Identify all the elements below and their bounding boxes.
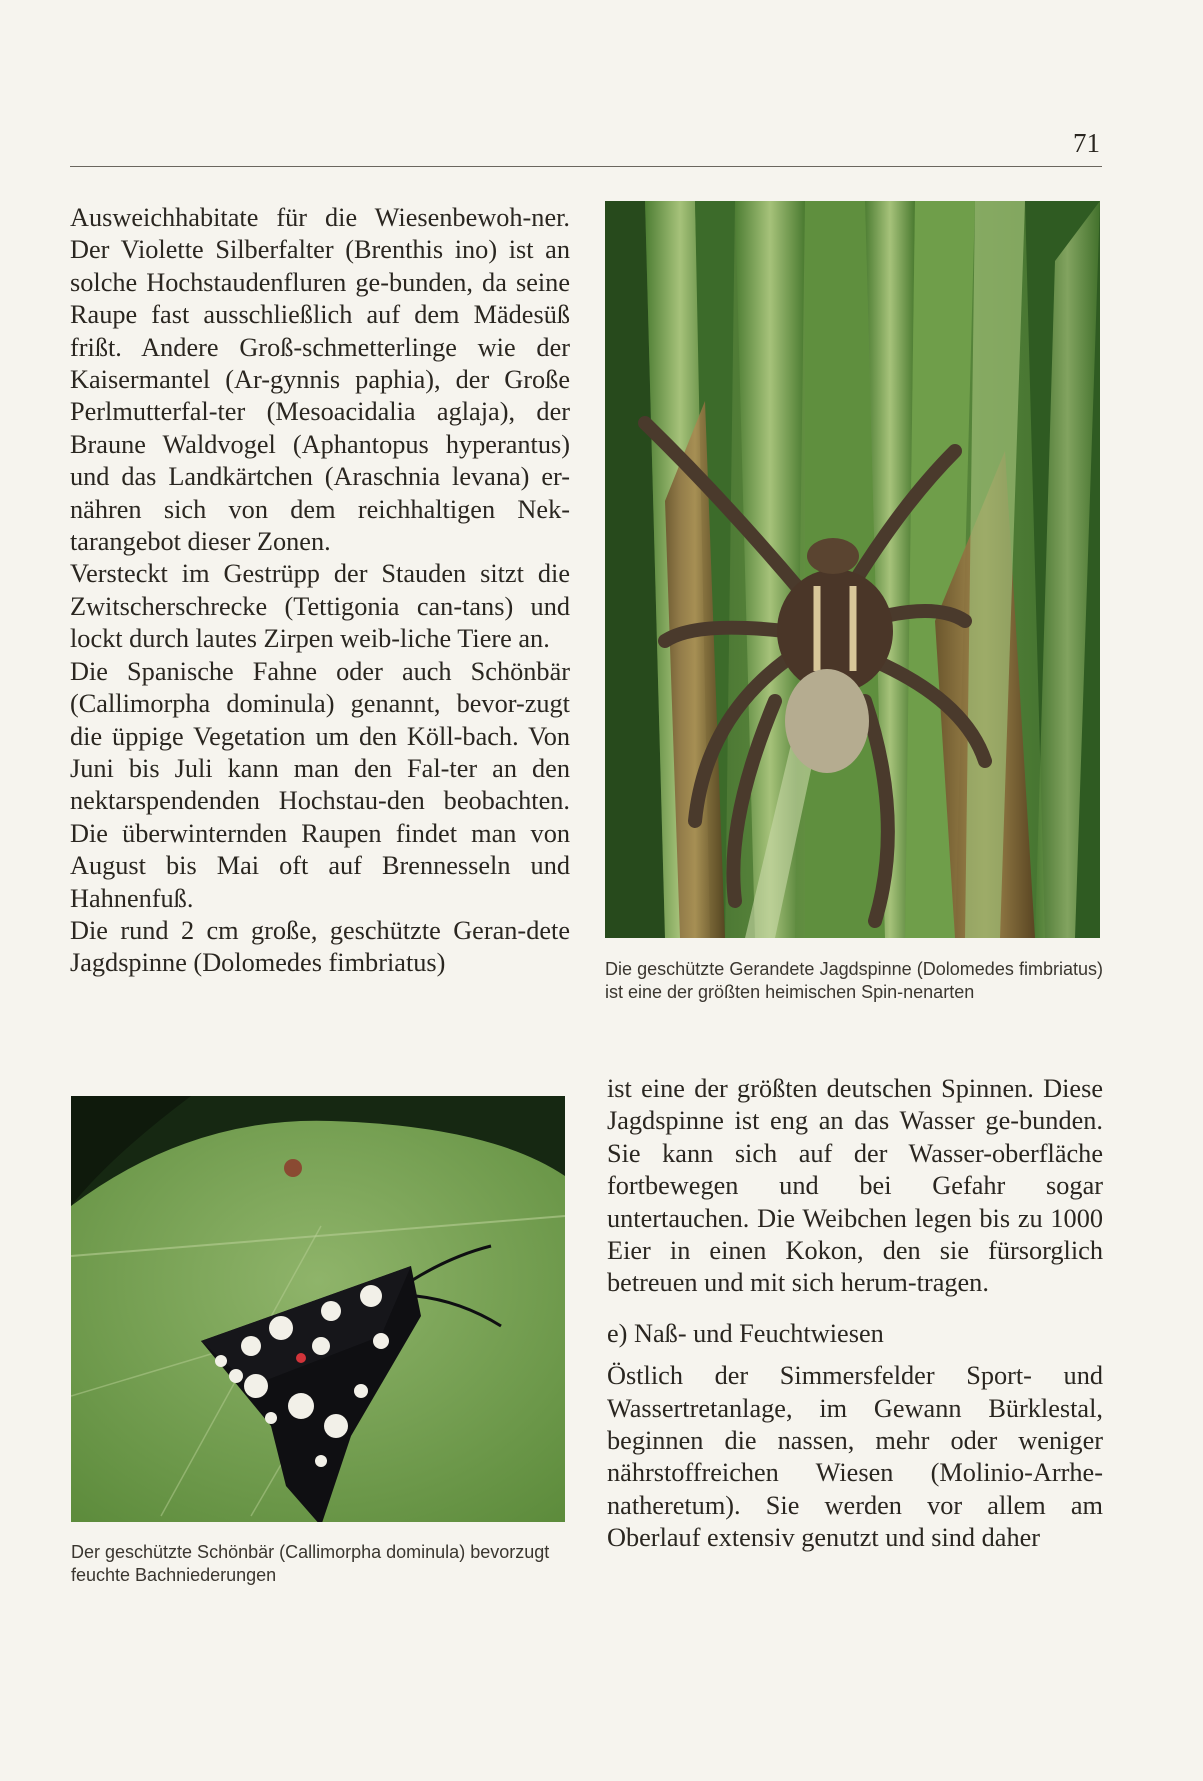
right-text-column: [607, 1073, 1103, 1555]
moth-illustration: [71, 1096, 565, 1522]
moth-caption: Der geschützte Schönbär (Callimorpha dominula) bevorzugt feuchte Bachniederungen: [71, 1542, 550, 1585]
paragraph-butterflies: Ausweichhabitate für die Wiesenbewoh-ner. Der Violette Silberfalter (Brenthis ino) ist an solche Hochstaudenfluren ge-bunden, da seine Raupe fast ausschließlich auf dem Mädesüß frißt. Andere Groß-schmetterlinge wie der Kaisermantel (Ar-gynnis paphia), der Große Perlmutterfal-ter (Mesoacidalia aglaja), der Braune Waldvogel (Aphantopus hyperantus) und das Landkärtchen (Araschnia levana) er-nähren sich von dem reichhaltigen Nek-tarangebot dieser Zonen.: [70, 203, 570, 557]
paragraph-cricket: Versteckt im Gestrüpp der Stauden sitzt die Zwitscherschrecke (Tettigonia can-tans) und lockt durch lautes Zirpen weib-liche Tiere an.: [70, 559, 570, 654]
spider-photo: [605, 201, 1100, 938]
moth-photo: [71, 1096, 565, 1522]
spider-caption: Die geschützte Gerandete Jagdspinne (Dolomedes fimbriatus) ist eine der größten heimischen Spin-nenarten: [605, 959, 1103, 1002]
left-text-column: [70, 202, 570, 980]
paragraph-spider: ist eine der größten deutschen Spinnen. Diese Jagdspinne ist eng an das Wasser ge-bunden. Sie kann sich auf der Wasser-oberfläche fortbewegen und bei Gefahr sogar untertauchen. Die Weibchen legen bis zu 1000 Eier in einen Kokon, den sie fürsorglich betreuen und mit sich herum-tragen.: [607, 1074, 1103, 1298]
section-heading: e) Naß- und Feuchtwiesen: [607, 1318, 884, 1348]
paragraph-wetlands: Östlich der Simmersfelder Sport- und Wassertretanlage, im Gewann Bürklestal, beginnen die nassen, mehr oder weniger nährstoffreichen Wiesen (Molinio-Arrhe-natheretum). Sie werden vor allem am Oberlauf extensiv genutzt und sind daher: [607, 1361, 1103, 1553]
page-number: 71: [1073, 128, 1100, 158]
paragraph-spider-intro: Die rund 2 cm große, geschützte Geran-dete Jagdspinne (Dolomedes fimbriatus): [70, 915, 570, 978]
spider-illustration: [605, 201, 1100, 938]
paragraph-tiger-moth: Die Spanische Fahne oder auch Schönbär (Callimorpha dominula) genannt, bevor-zugt die üppige Vegetation um den Köll-bach. Von Juni bis Juli kann man den Fal-ter an den nektarspendenden Hochstau-den beobachten. Die überwinternden Raupen findet man von August bis Mai oft auf Brennesseln und Hahnenfuß.: [70, 656, 570, 913]
header-rule: [70, 166, 1102, 167]
